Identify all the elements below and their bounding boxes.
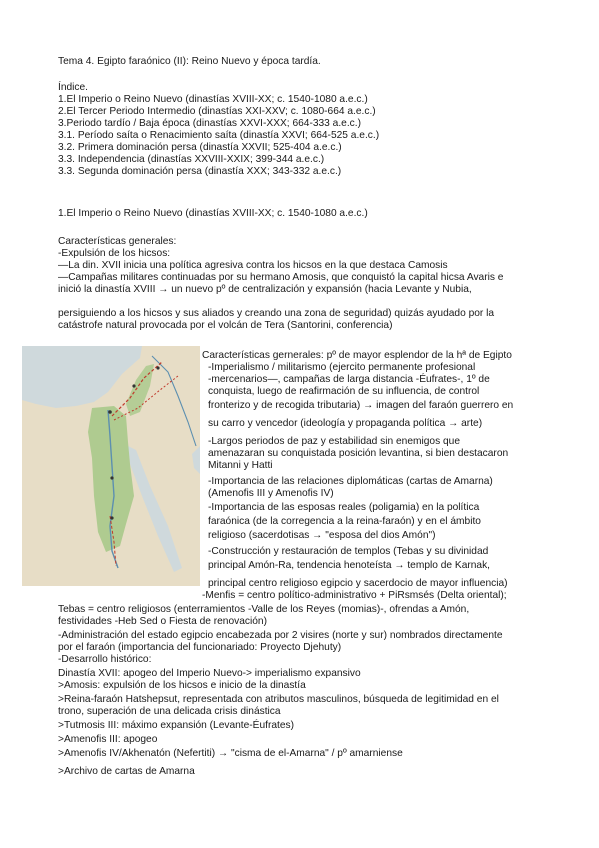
text-line: Dinastía XVII: apogeo del Imperio Nuevo-> imperialismo expansivo: [58, 668, 361, 679]
text-line: conquista, luego de reafirmación de su influencia, de control: [208, 386, 480, 397]
text-line: >Archivo de cartas de Amarna: [58, 766, 195, 777]
text-line: (Amenofis III y Amenofis IV): [208, 488, 334, 499]
text-line: faraónica (de la corregencia a la reina-faraón) y en el ámbito: [208, 516, 481, 527]
text-line: principal centro religioso egipcio y sacerdocio de mayor influencia): [208, 578, 508, 589]
text-line: —Campañas militares continuadas por su hermano Amosis, que conquistó la capital hicsa Avaris e: [58, 272, 504, 283]
text-line: >Reina-faraón Hatshepsut, representada con atributos masculinos, búsqueda de legitimidad en el: [58, 694, 499, 705]
text-line: -Imperialismo / militarismo (ejercito permanente profesional: [208, 362, 476, 373]
text-line: -Importancia de las esposas reales (poligamia) en la política: [208, 502, 480, 513]
text-line: >Amenofis III: apogeo: [58, 734, 158, 745]
text-line: por el faraón (importancia del funcionariado: Proyecto Djehuty): [58, 642, 342, 653]
text-line: -mercenarios—, campañas de larga distancia -Éufrates-, 1º de: [208, 374, 490, 385]
text-line: >Amenofis IV/Akhenatón (Nefertiti) → "cisma de el-Amarna" / pº amarniense: [58, 748, 403, 759]
section-heading: 1.El Imperio o Reino Nuevo (dinastías XVIII-XX; c. 1540-1080 a.e.c.): [58, 208, 368, 219]
index-item: 3.3. Independencia (dinastías XXVIII-XXIX; 399-344 a.e.c.): [58, 154, 325, 165]
document-title: Tema 4. Egipto faraónico (II): Reino Nuevo y época tardía.: [58, 56, 321, 67]
text-line: -Desarrollo histórico:: [58, 654, 152, 665]
text-line: principal Amón-Ra, tendencia henoteísta → templo de Karnak,: [208, 560, 491, 571]
map-figure: [22, 346, 200, 586]
text-line: -Importancia de las relaciones diplomáticas (cartas de Amarna): [208, 476, 493, 487]
text-line: Mitanni y Hatti: [208, 460, 273, 471]
index-item: 2.El Tercer Periodo Intermedio (dinastías XXI-XXV; c. 1080-664 a.e.c.): [58, 106, 376, 117]
text-line: religioso (sacerdotisas → "esposa del dios Amón"): [208, 530, 436, 541]
index-heading: Índice.: [58, 82, 89, 93]
text-line: amenazaran su conquistada posición levantina, si bien destacaron: [208, 448, 509, 459]
text-line: -Menfis = centro político-administrativo + PiRsmsés (Delta oriental);: [202, 590, 507, 601]
text-line: —La din. XVII inicia una política agresiva contra los hicsos en la que destaca Camosis: [58, 260, 448, 271]
text-line: -Administración del estado egipcio encabezada por 2 visires (norte y sur) nombrados directamente: [58, 630, 503, 641]
text-line: Tebas = centro religiosos (enterramientos -Valle de los Reyes (momias)-, ofrendas a Amón,: [58, 604, 470, 615]
index-item: 3.1. Período saíta o Renacimiento saíta (dinastía XXVI; 664-525 a.e.c.): [58, 130, 380, 141]
index-item: 1.El Imperio o Reino Nuevo (dinastías XVIII-XX; c. 1540-1080 a.e.c.): [58, 94, 368, 105]
index-item: 3.3. Segunda dominación persa (dinastía XXX; 343-332 a.e.c.): [58, 166, 342, 177]
text-line: catástrofe natural provocada por el volcán de Tera (Santorini, conferencia): [58, 320, 393, 331]
text-line: Características gernerales: pº de mayor esplendor de la hª de Egipto: [202, 350, 512, 361]
text-line: trono, superación de una delicada crisis dinástica: [58, 706, 281, 717]
text-line: persiguiendo a los hicsos y sus aliados y creando una zona de seguridad) quizás ayudado por la: [58, 308, 495, 319]
text-line: -Expulsión de los hicsos:: [58, 248, 171, 259]
index-item: 3.2. Primera dominación persa (dinastía XXVII; 525-404 a.e.c.): [58, 142, 342, 153]
text-line: >Amosis: expulsión de los hicsos e inicio de la dinastía: [58, 680, 306, 691]
text-line: -Construcción y restauración de templos (Tebas y su divinidad: [208, 546, 489, 557]
text-line: su carro y vencedor (ideología y propaganda política → arte): [208, 418, 483, 429]
index-item: 3.Periodo tardío / Baja época (dinastías XXVI-XXX; 664-333 a.e.c.): [58, 118, 361, 129]
text-line: Características generales:: [58, 236, 177, 247]
text-line: fronterizo y de recogida tributaria) → imagen del faraón guerrero en: [208, 400, 514, 411]
text-line: festividades -Heb Sed o Fiesta de renovación): [58, 616, 267, 627]
text-line: -Largos periodos de paz y estabilidad sin enemigos que: [208, 436, 461, 447]
text-line: >Tutmosis III: máximo expansión (Levante-Éufrates): [58, 720, 295, 731]
map-illustration: [22, 346, 200, 586]
text-line: inició la dinastía XVIII → un nuevo pº de centralización y expansión (hacia Levante y Nubia,: [58, 284, 472, 295]
